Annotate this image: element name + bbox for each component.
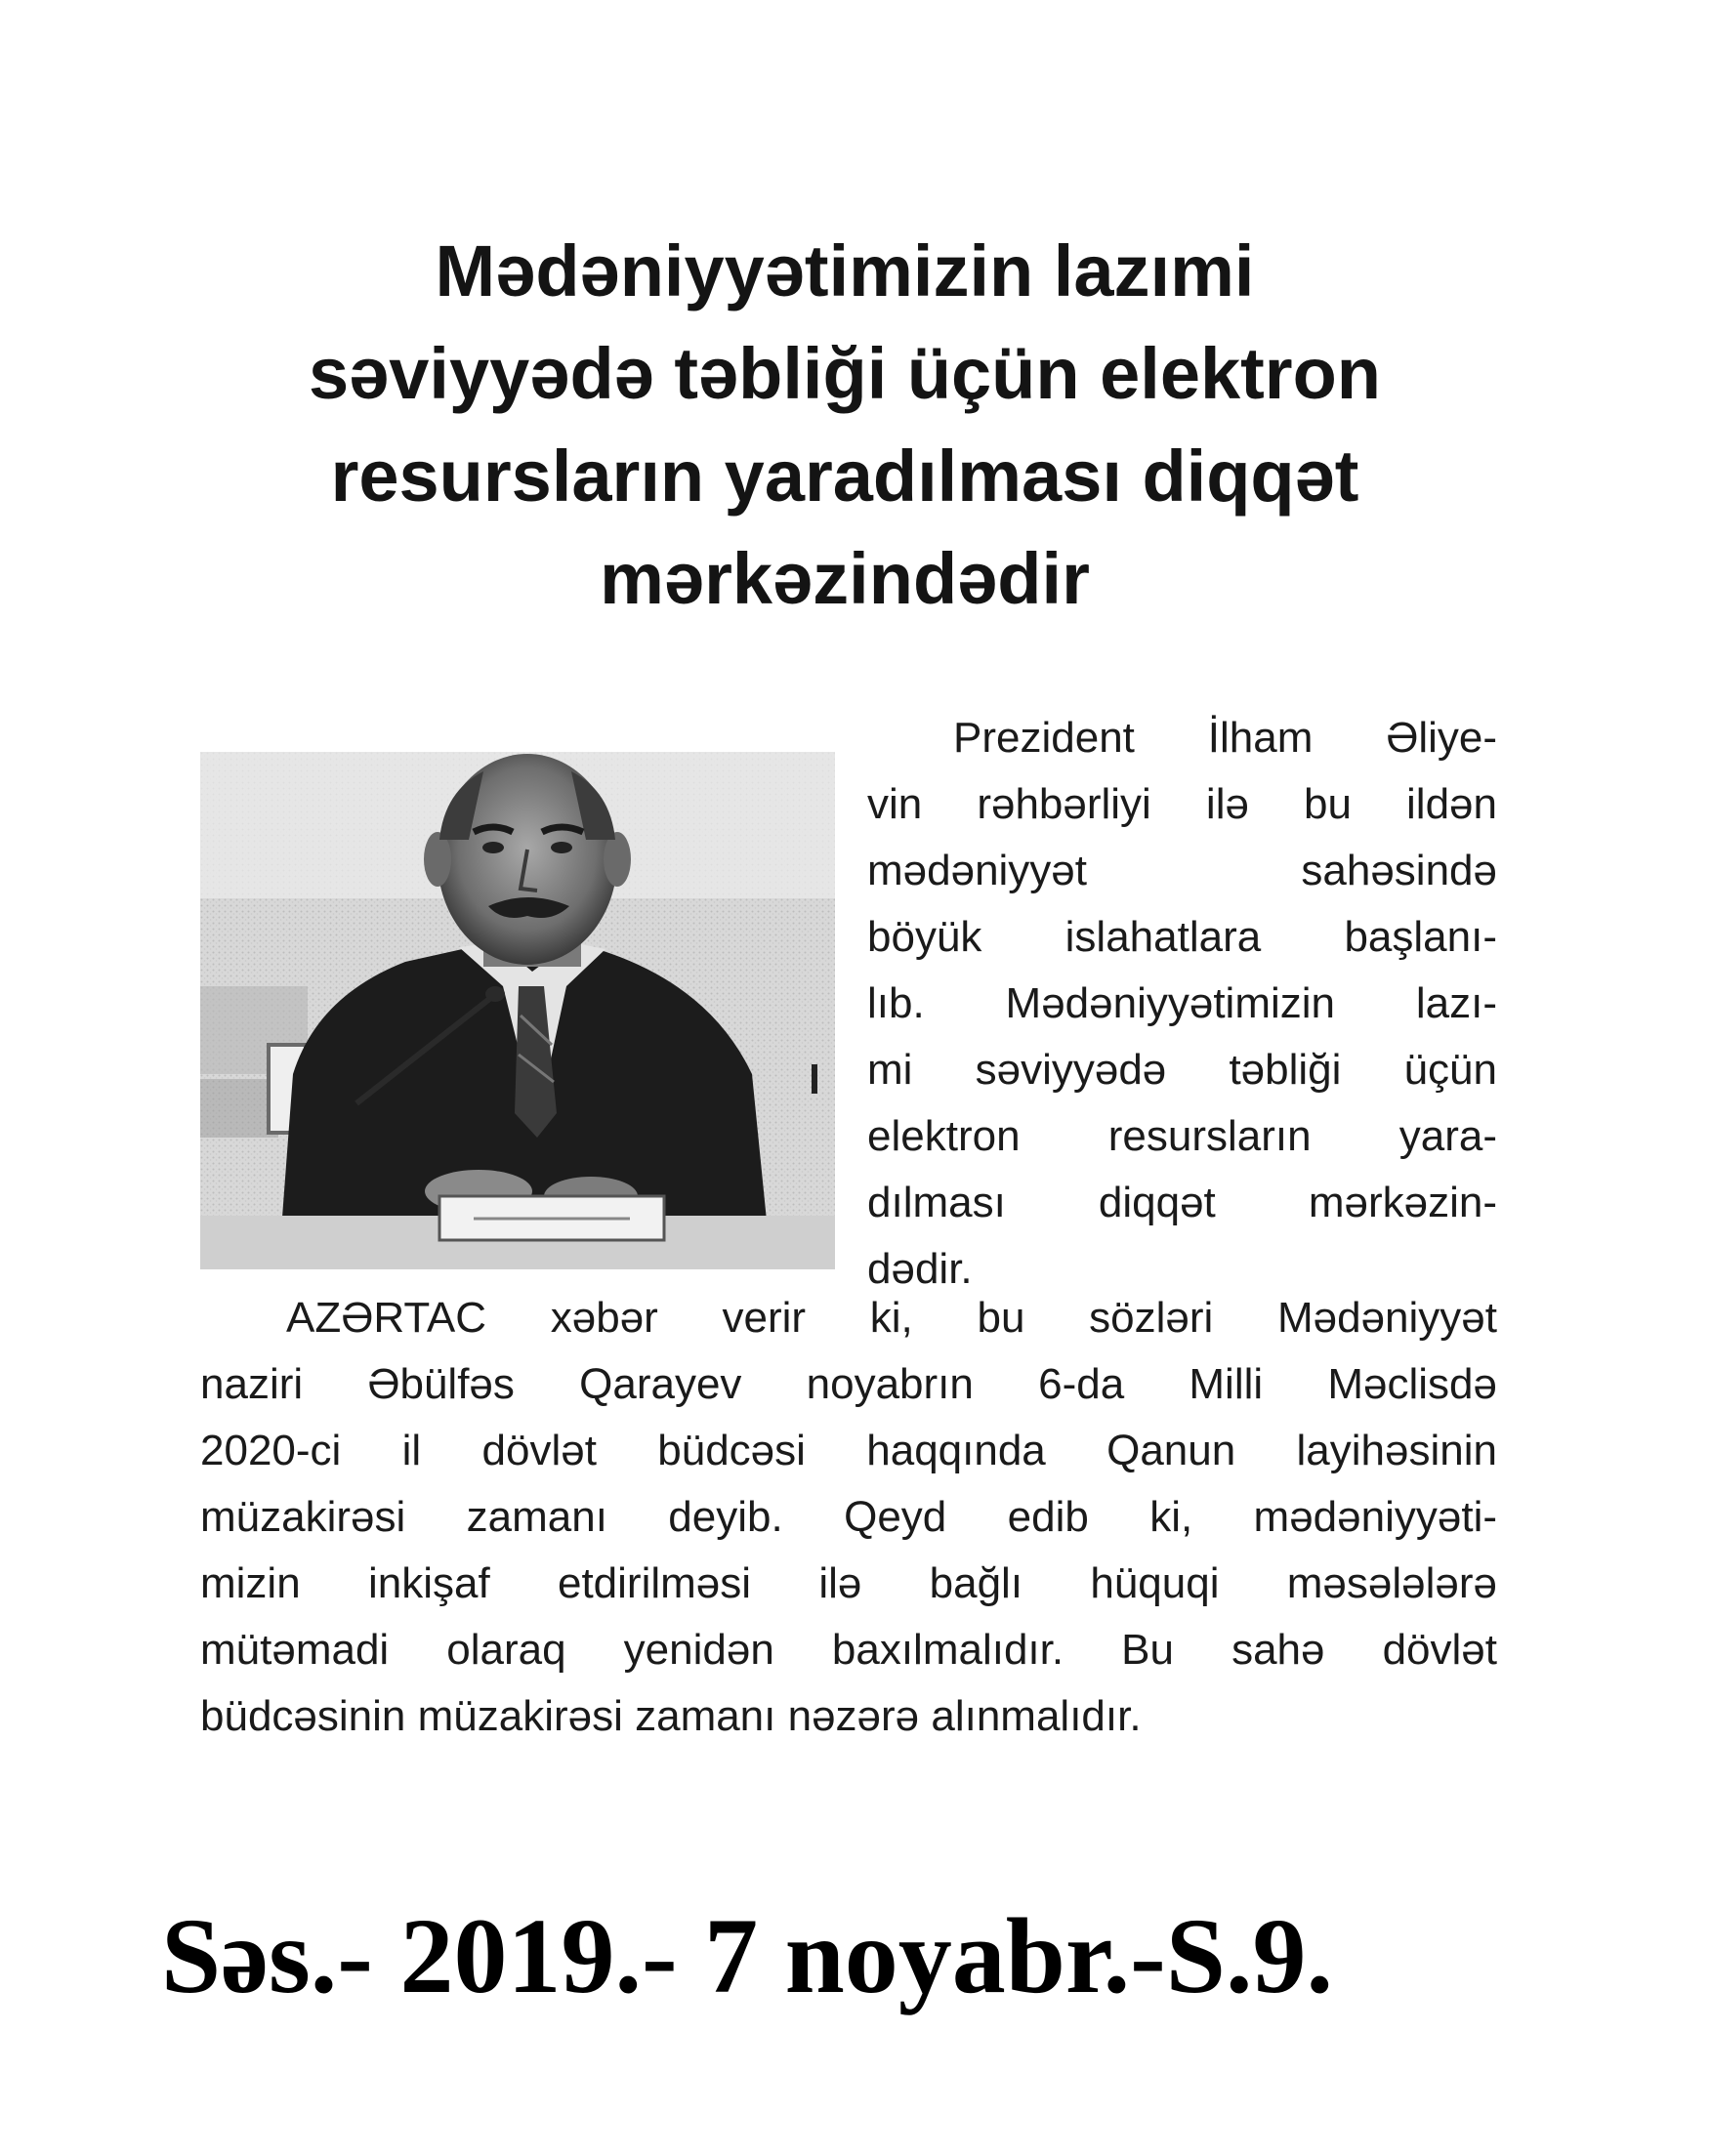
body-line: 2020-ci il dövlət büdcəsi haqqında Qanun layihəsinin <box>200 1427 1497 1474</box>
body-line: mizin inkişaf etdirilməsi ilə bağlı hüquqi məsələlərə <box>200 1559 1497 1607</box>
headline-line: mərkəzindədir <box>600 538 1090 619</box>
lead-line: dılması diqqət mərkəzin- <box>867 1179 1497 1226</box>
lead-line: mədəniyyət sahəsində <box>867 847 1497 894</box>
headline-line: Mədəniyyətimizin lazımi <box>435 230 1255 311</box>
headline-line: səviyyədə təbliği üçün elektron <box>308 333 1382 414</box>
minister-photo-illustration <box>200 752 835 1269</box>
article-headline <box>176 220 1514 630</box>
lead-line: mi səviyyədə təbliği üçün <box>867 1046 1497 1094</box>
body-line: büdcəsinin müzakirəsi zamanı nəzərə alınmalıdır. <box>200 1692 1142 1740</box>
lead-line: lıb. Mədəniyyətimizin lazı- <box>867 979 1497 1027</box>
article-photo <box>200 752 835 1269</box>
body-line: mütəmadi olaraq yenidən baxılmalıdır. Bu sahə dövlət <box>200 1626 1497 1674</box>
body-paragraph <box>200 1285 1497 1750</box>
lead-line: Prezident İlham Əliye- <box>953 714 1497 762</box>
body-line: naziri Əbülfəs Qarayev noyabrın 6-da Milli Məclisdə <box>200 1360 1497 1408</box>
body-line: müzakirəsi zamanı deyib. Qeyd edib ki, mədəniyyəti- <box>200 1493 1497 1541</box>
headline-line: resursların yaradılması diqqət <box>330 435 1359 517</box>
lead-line: vin rəhbərliyi ilə bu ildən <box>867 780 1497 828</box>
source-citation: Səs.- 2019.- 7 noyabr.-S.9. <box>161 1896 1333 2015</box>
lead-paragraph <box>867 705 1497 1303</box>
lead-line: dədir. <box>867 1245 973 1293</box>
body-line: AZƏRTAC xəbər verir ki, bu sözləri Mədəniyyət <box>286 1294 1497 1342</box>
lead-line: elektron resursların yara- <box>867 1112 1497 1160</box>
lead-line: böyük islahatlara başlanı- <box>867 913 1497 961</box>
